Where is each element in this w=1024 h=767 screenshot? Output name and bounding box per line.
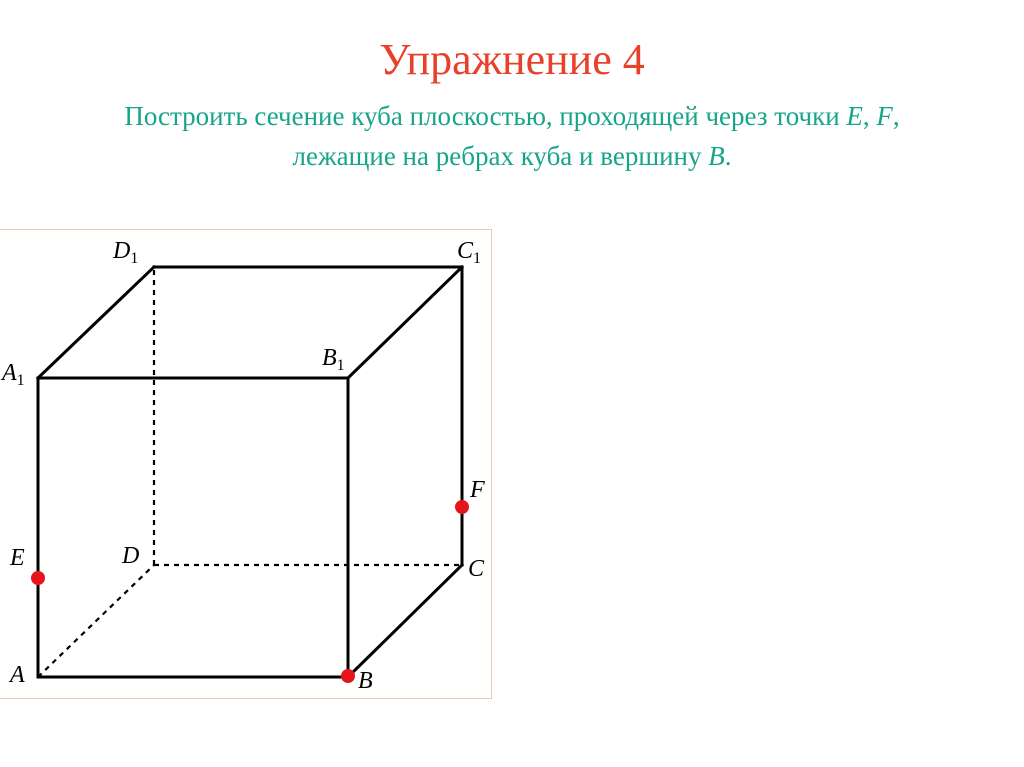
point-f-marker xyxy=(455,500,469,514)
vertex-label-b1: $B_1$ xyxy=(322,345,345,374)
vertex-label-d: D xyxy=(122,543,140,569)
task-point-f: F xyxy=(876,101,893,131)
point-label-e: E xyxy=(10,545,25,571)
task-line-1-end: , xyxy=(892,101,900,131)
exercise-title: Упражнение 4 xyxy=(379,35,645,84)
point-b-marker xyxy=(341,669,355,683)
vertex-label-b: B xyxy=(358,668,373,694)
vertex-label-c: C xyxy=(468,556,485,582)
vertex-label-a1: $A_1$ xyxy=(2,360,25,389)
edge-b1c1 xyxy=(348,267,462,378)
edge-ad-hidden xyxy=(38,565,154,677)
vertex-label-d1: $D_1$ xyxy=(113,238,139,267)
point-label-f: F xyxy=(470,477,485,503)
task-point-b: B xyxy=(708,141,725,171)
edge-bc xyxy=(348,565,462,677)
task-line-2-end: . xyxy=(724,141,732,171)
point-e-marker xyxy=(31,571,45,585)
task-line-1-text: Построить сечение куба плоскостью, проходящей через точки xyxy=(124,101,847,131)
edge-a1d1 xyxy=(38,267,154,378)
task-line-2-text: лежащие на ребрах куба и вершину xyxy=(292,141,709,171)
vertex-label-c1: $C_1$ xyxy=(457,238,482,267)
task-point-e: E xyxy=(846,101,863,131)
vertex-label-a: A xyxy=(10,662,25,688)
task-separator: , xyxy=(862,101,877,131)
